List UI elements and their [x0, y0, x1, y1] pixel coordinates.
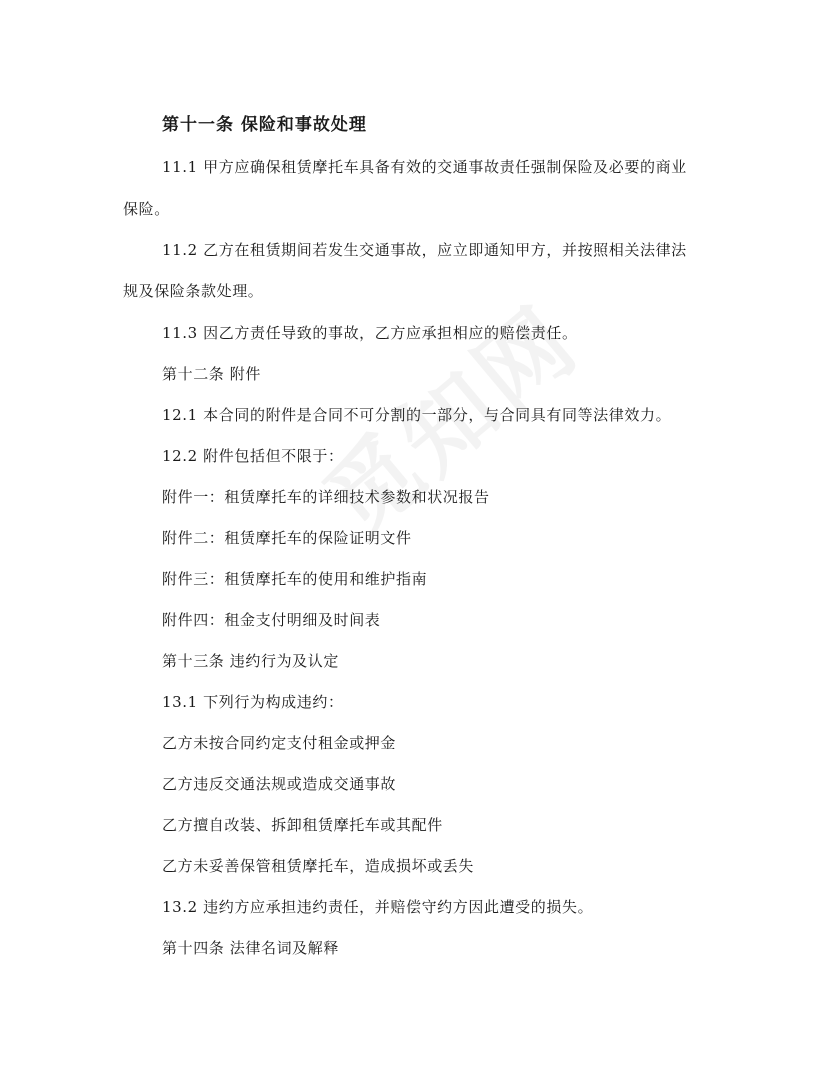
clause-12-2: 12.2 附件包括但不限于：	[162, 447, 344, 465]
article-13-title: 第十三条 违约行为及认定	[162, 652, 339, 670]
violation-1: 乙方未按合同约定支付租金或押金	[162, 734, 397, 752]
attachment-2: 附件二：租赁摩托车的保险证明文件	[162, 529, 412, 547]
clause-13-2: 13.2 违约方应承担违约责任，并赔偿守约方因此遭受的损失。	[162, 898, 594, 916]
attachment-4: 附件四：租金支付明细及时间表	[162, 611, 381, 629]
attachment-3: 附件三：租赁摩托车的使用和维护指南	[162, 570, 428, 588]
clause-12-1: 12.1 本合同的附件是合同不可分割的一部分，与合同具有同等法律效力。	[162, 406, 672, 424]
clause-11-2-line2: 规及保险条款处理。	[123, 282, 264, 300]
clause-11-1-line1: 11.1 甲方应确保租赁摩托车具备有效的交通事故责任强制保险及必要的商业	[162, 158, 687, 176]
violation-2: 乙方违反交通法规或造成交通事故	[162, 775, 397, 793]
article-12-title: 第十二条 附件	[162, 365, 261, 383]
article-14-title: 第十四条 法律名词及解释	[162, 939, 339, 957]
clause-13-1: 13.1 下列行为构成违约：	[162, 693, 344, 711]
section-heading: 第十一条 保险和事故处理	[162, 115, 367, 135]
violation-3: 乙方擅自改装、拆卸租赁摩托车或其配件	[162, 816, 443, 834]
clause-11-1-line2: 保险。	[123, 200, 170, 218]
clause-11-2-line1: 11.2 乙方在租赁期间若发生交通事故，应立即通知甲方，并按照相关法律法	[162, 241, 687, 259]
clause-11-3: 11.3 因乙方责任导致的事故，乙方应承担相应的赔偿责任。	[162, 324, 578, 342]
attachment-1: 附件一：租赁摩托车的详细技术参数和状况报告	[162, 488, 490, 506]
violation-4: 乙方未妥善保管租赁摩托车，造成损坏或丢失	[162, 857, 475, 875]
